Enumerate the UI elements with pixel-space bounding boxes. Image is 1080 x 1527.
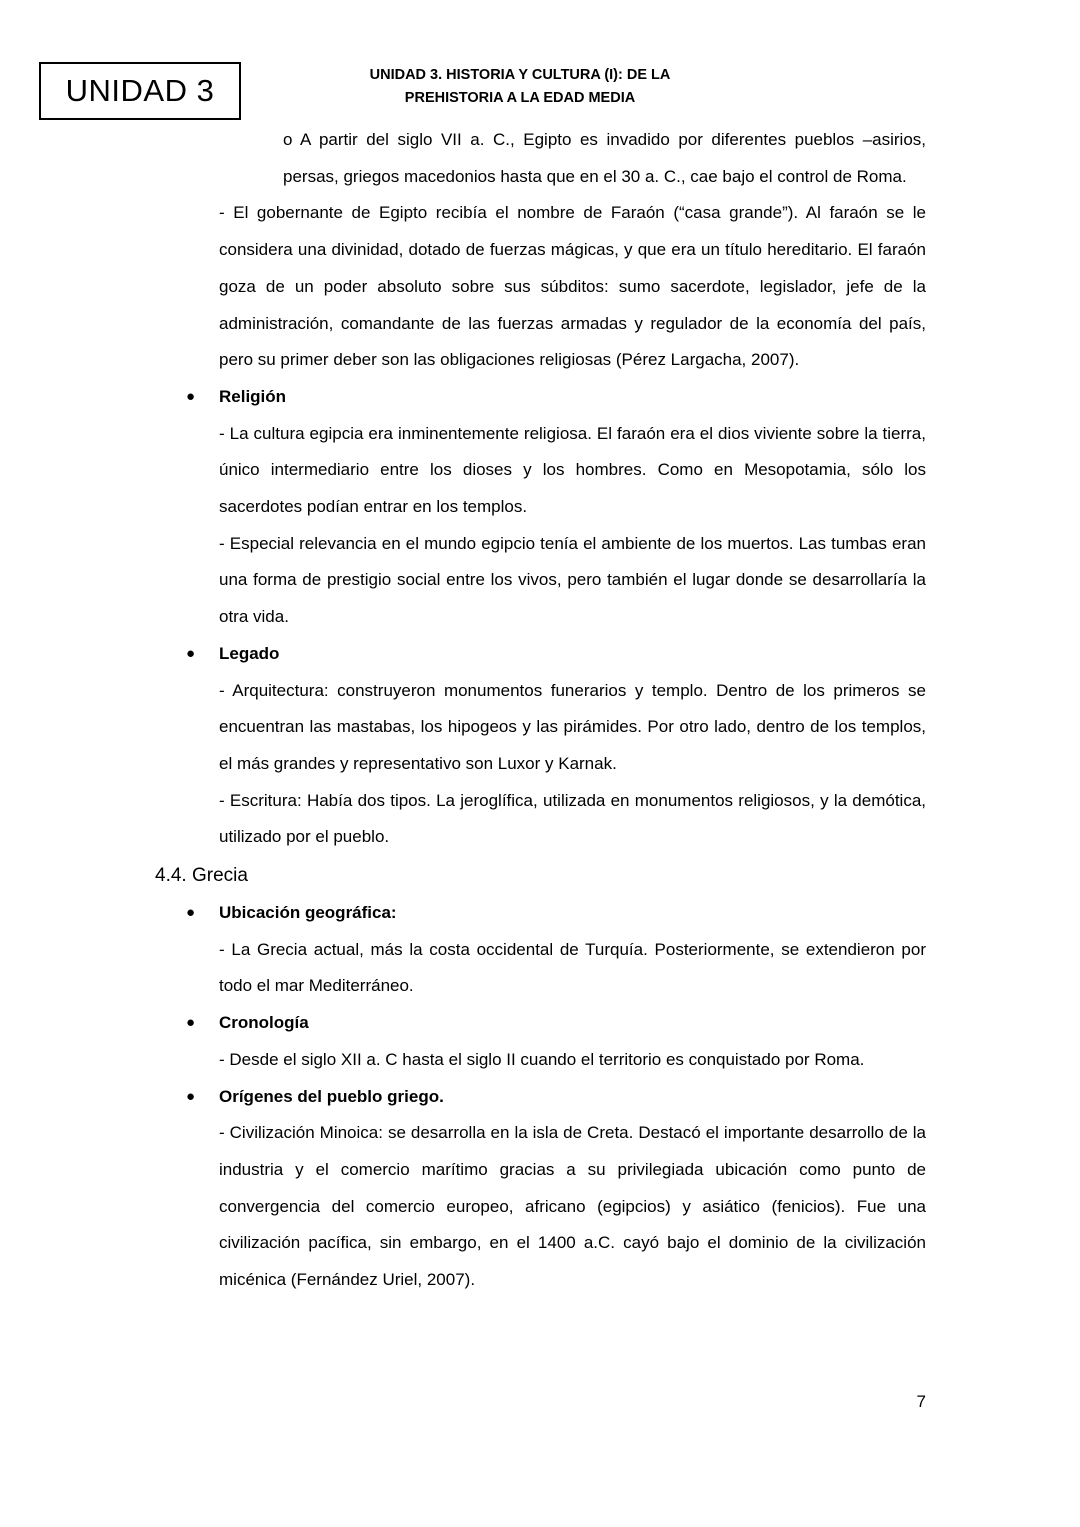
bullet-icon: ● — [186, 1087, 196, 1105]
origins-heading-text: Orígenes del pueblo griego. — [219, 1086, 444, 1106]
chronology-heading-text: Cronología — [219, 1013, 309, 1033]
page-content — [0, 122, 1080, 1299]
religion-paragraph-2: - Especial relevancia en el mundo egipcio tenía el ambiente de los muertos. Las tumbas eran una forma de prestigio social entre los vivos, pero también el lugar donde se desarrollaría la otra vida. — [219, 533, 926, 627]
legacy-paragraph-2: - Escritura: Había dos tipos. La jeroglífica, utilizada en monumentos religiosos, y la demótica, utilizado por el pueblo. — [219, 790, 926, 847]
legacy-heading — [186, 636, 926, 673]
origins-heading — [186, 1079, 926, 1116]
location-paragraph: - La Grecia actual, más la costa occidental de Turquía. Posteriormente, se extendieron por todo el mar Mediterráneo. — [219, 939, 926, 996]
bullet-icon: ● — [186, 644, 196, 662]
greece-section-heading: 4.4. Grecia — [155, 865, 248, 887]
chronology-heading — [186, 1005, 926, 1042]
legacy-paragraph-1: - Arquitectura: construyeron monumentos funerarios y templo. Dentro de los primeros se encuentran las mastabas, los hipogeos y las pirámides. Por otro lado, dentro de los templos, el más grandes y representativo son Luxor y Karnak. — [219, 680, 926, 773]
document-header-title — [320, 64, 720, 110]
header-title-line-1: UNIDAD 3. HISTORIA Y CULTURA (I): DE LA — [369, 67, 671, 83]
header-title-line-2: PREHISTORIA A LA EDAD MEDIA — [404, 90, 636, 106]
unit-label-box: UNIDAD 3 — [39, 62, 241, 120]
bullet-icon: ● — [186, 904, 196, 922]
egypt-invasion-paragraph: o A partir del siglo VII a. C., Egipto es invadido por diferentes pueblos –asirios, persas, griegos macedonios hasta que en el 30 a. C., cae bajo el control de Roma. — [283, 130, 926, 186]
religion-heading-text: Religión — [219, 386, 287, 406]
religion-paragraph-1: - La cultura egipcia era inminentemente religiosa. El faraón era el dios viviente sobre la tierra, único intermediario entre los dioses y los hombres. Como en Mesopotamia, sólo los sacerdotes podían entrar en los templos. — [219, 423, 926, 517]
bullet-icon: ● — [186, 387, 196, 405]
religion-heading — [186, 379, 926, 416]
location-heading — [186, 895, 926, 932]
chronology-paragraph: - Desde el siglo XII a. C hasta el siglo II cuando el territorio es conquistado por Roma. — [219, 1049, 865, 1069]
bullet-icon: ● — [186, 1014, 196, 1032]
location-heading-text: Ubicación geográfica: — [219, 903, 397, 923]
origins-paragraph: - Civilización Minoica: se desarrolla en la isla de Creta. Destacó el importante desarrollo de la industria y el comercio marítimo gracias a su privilegiada ubicación como punto de convergencia del comercio europeo, africano (egipcios) y asiático (fenicios). Fue una civilización pacífica, sin embargo, en el 1400 a.C. cayó bajo el dominio de la civilización micénica (Fernández Uriel, 2007). — [219, 1123, 926, 1290]
pharaoh-paragraph: - El gobernante de Egipto recibía el nombre de Faraón (“casa grande”). Al faraón se le considera una divinidad, dotado de fuerzas mágicas, y que era un título hereditario. El faraón goza de un poder absoluto sobre sus súbditos: sumo sacerdote, legislador, jefe de la administración, comandante de las fuerzas armadas y regulador de la economía del país, pero su primer deber son las obligaciones religiosas (Pérez Largacha, 2007). — [219, 203, 926, 370]
page-number: 7 — [916, 1392, 926, 1411]
legacy-heading-text: Legado — [219, 643, 280, 663]
